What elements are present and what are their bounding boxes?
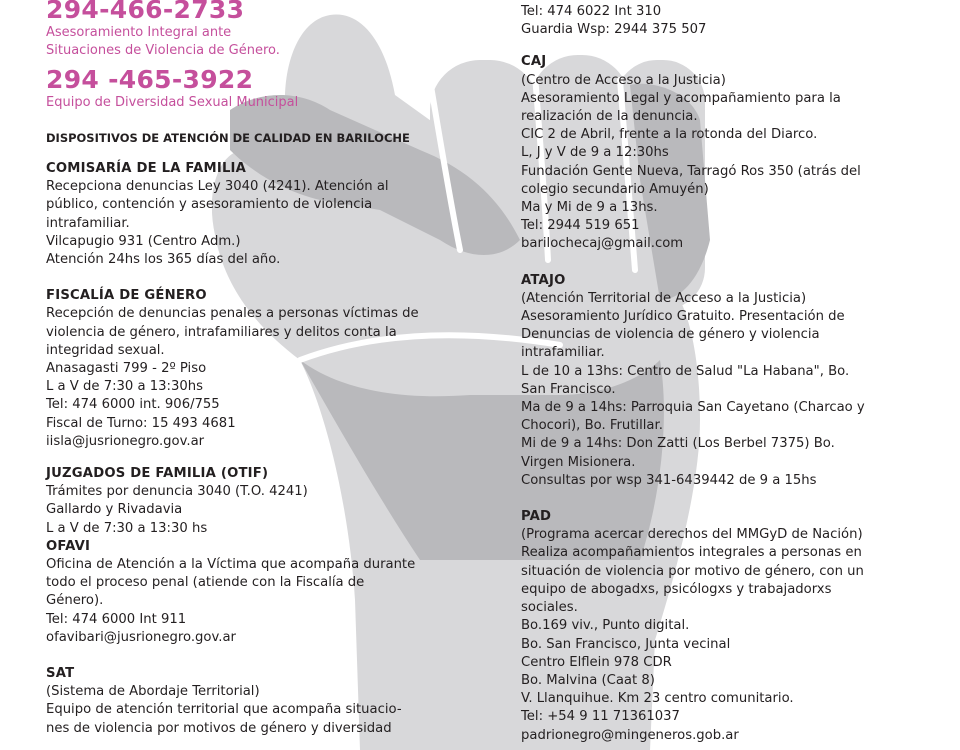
top-contact-block (521, 3, 941, 39)
section-line: Consultas por wsp 341-6439442 de 9 a 15hs (521, 472, 817, 488)
section-line: violencia de género, intrafamiliares y delitos conta la (46, 324, 397, 340)
section-title: PAD (521, 509, 552, 525)
section-line: Asesoramiento Jurídico Gratuito. Presentación de (521, 309, 845, 325)
section-line: Tel: 474 6000 int. 906/755 (46, 397, 220, 413)
section-line: Oficina de Atención a la Víctima que acompaña durante (46, 557, 416, 573)
section-line: Mi de 9 a 14hs: Don Zatti (Los Berbel 7375) Bo. (521, 436, 835, 452)
hotline-desc-line: Situaciones de Violencia de Género. (46, 43, 280, 58)
hotline-block (46, 66, 486, 112)
section-atajo (521, 272, 941, 490)
section-line: todo el proceso penal (atiende con la Fiscalía de (46, 575, 365, 591)
left-column (46, 0, 486, 738)
section-line: CIC 2 de Abril, frente a la rotonda del Diarco. (521, 127, 818, 143)
section-line: San Francisco. (521, 381, 616, 397)
section-title: ATAJO (521, 272, 566, 288)
section-title: SAT (46, 666, 75, 682)
section-pad (521, 508, 941, 745)
section-line: (Atención Territorial de Acceso a la Justicia) (521, 290, 807, 306)
section-line: colegio secundario Amuyén) (521, 181, 709, 197)
section-line: Realiza acompañamientos integrales a personas en (521, 545, 862, 561)
section-line: Bo. Malvina (Caat 8) (521, 672, 655, 688)
section-title: COMISARÍA DE LA FAMILIA (46, 161, 247, 176)
hotline-phone: 294 -465-3922 (46, 65, 254, 94)
section-line: Recepción de denuncias penales a personas víctimas de (46, 306, 419, 322)
section-line: público, contención y asesoramiento de violencia (46, 197, 373, 213)
hotline-block (46, 0, 486, 60)
section-line: Guardia Wsp: 2944 375 507 (521, 22, 707, 38)
section-line: Chocori), Bo. Frutillar. (521, 418, 663, 434)
section-line: (Sistema de Abordaje Territorial) (46, 684, 260, 700)
section-line: L a V de 7:30 a 13:30 hs (46, 520, 208, 536)
section-line: nes de violencia por motivos de género y diversidad (46, 720, 392, 736)
section-line: realización de la denuncia. (521, 109, 698, 125)
section-title: OFAVI (46, 538, 91, 554)
section-line: (Centro de Acceso a la Justicia) (521, 72, 726, 88)
section-line: Recepciona denuncias Ley 3040 (4241). Atención al (46, 179, 389, 195)
section-ofavi (46, 538, 486, 647)
section-juzgados (46, 465, 486, 538)
email-link[interactable]: barilochecaj@gmail.com (521, 236, 684, 252)
section-line: Ma de 9 a 14hs: Parroquia San Cayetano (Charcao y (521, 400, 865, 416)
hotline-phone: 294-466-2733 (46, 0, 245, 24)
section-line: Vilcapugio 931 (Centro Adm.) (46, 233, 241, 249)
hotline-desc-line: Equipo de Diversidad Sexual Municipal (46, 95, 299, 110)
section-line: Tel: 474 6022 Int 310 (521, 4, 662, 19)
section-line: Denuncias de violencia de género y violencia (521, 327, 820, 343)
section-line: Bo. San Francisco, Junta vecinal (521, 636, 731, 652)
section-line: sociales. (521, 600, 578, 616)
section-sat (46, 665, 486, 738)
section-line: Atención 24hs los 365 días del año. (46, 252, 281, 268)
section-line: L a V de 7:30 a 13:30hs (46, 379, 204, 395)
section-title: CAJ (521, 54, 547, 70)
section-line: (Programa acercar derechos del MMGyD de Nación) (521, 527, 863, 543)
section-line: Asesoramiento Legal y acompañamiento para la (521, 90, 841, 106)
section-line: Virgen Misionera. (521, 454, 636, 470)
section-line: Ma y Mi de 9 a 13hs. (521, 200, 658, 216)
section-caj (521, 53, 941, 253)
section-line: Trámites por denuncia 3040 (T.O. 4241) (46, 484, 308, 500)
section-subtitle: DISPOSITIVOS DE ATENCIÓN DE CALIDAD EN BARILOCHE (46, 131, 410, 145)
section-line: equipo de abogadxs, psicólogxs y trabajadorxs (521, 581, 832, 597)
section-line: Bo.169 viv., Punto digital. (521, 618, 690, 634)
section-line: Género). (46, 593, 104, 609)
hotline-desc-line: Asesoramiento Integral ante (46, 25, 232, 40)
section-line: Equipo de atención territorial que acompaña situacio- (46, 702, 402, 718)
section-fiscalia (46, 287, 486, 451)
section-line: intrafamiliar. (46, 215, 130, 231)
right-column (521, 0, 941, 745)
section-line: intrafamiliar. (521, 345, 605, 361)
section-comisaria (46, 160, 486, 269)
section-line: V. Llanquihue. Km 23 centro comunitario. (521, 691, 794, 707)
section-line: integridad sexual. (46, 342, 165, 358)
section-line: Fiscal de Turno: 15 493 4681 (46, 415, 236, 431)
section-line: Tel: +54 9 11 71361037 (521, 709, 680, 725)
email-link[interactable]: ofavibari@jusrionegro.gov.ar (46, 629, 236, 645)
section-line: Tel: 2944 519 651 (521, 218, 640, 234)
section-line: L de 10 a 13hs: Centro de Salud "La Habana", Bo. (521, 363, 850, 379)
section-line: Fundación Gente Nueva, Tarragó Ros 350 (atrás del (521, 163, 861, 179)
section-line: L, J y V de 9 a 12:30hs (521, 145, 669, 161)
section-title: JUZGADOS DE FAMILIA (OTIF) (46, 466, 269, 482)
section-line: Tel: 474 6000 Int 911 (46, 611, 187, 627)
section-line: Anasagasti 799 - 2º Piso (46, 361, 207, 377)
section-title: FISCALÍA DE GÉNERO (46, 288, 207, 304)
section-line: Gallardo y Rivadavia (46, 502, 183, 518)
section-line: Centro Elflein 978 CDR (521, 654, 672, 670)
section-line: situación de violencia por motivo de género, con un (521, 563, 864, 579)
email-link[interactable]: iisla@jusrionegro.gov.ar (46, 433, 205, 449)
email-link[interactable]: padrionegro@mingeneros.gob.ar (521, 727, 739, 743)
